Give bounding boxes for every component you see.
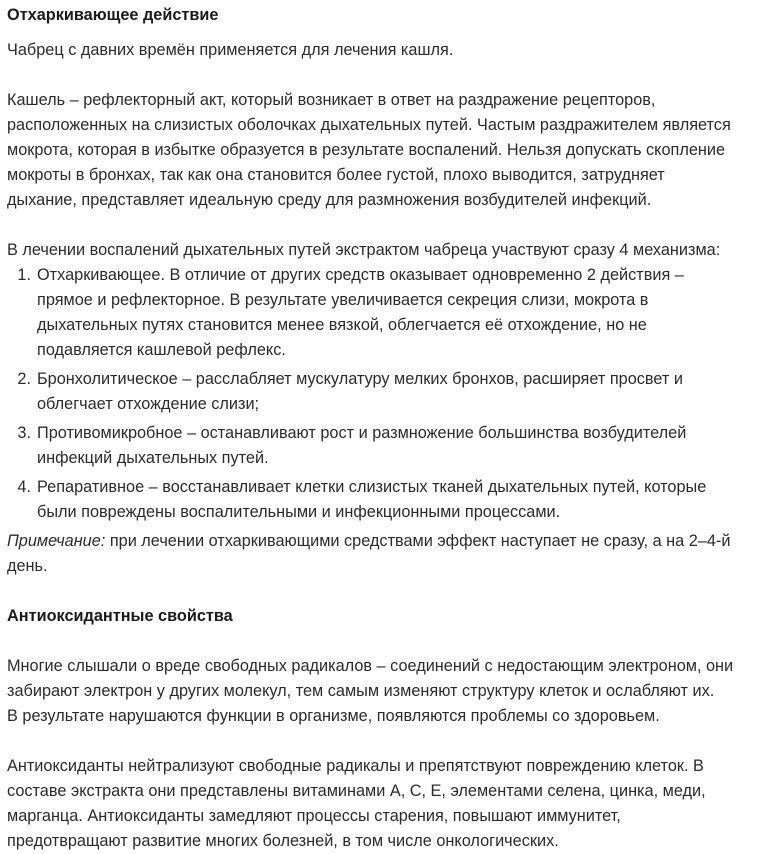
list-item-text [31,263,773,363]
paragraph-line: расположенных на слизистых оболочках дыхательных путей. Частым раздражителем является [7,116,731,134]
note-line [7,529,773,554]
list-line: дыхательных путях становится менее вязкой, облегчается её отхождение, но не [37,316,647,334]
list-line: подавляется кашлевой рефлекс. [37,341,286,359]
list-item [7,367,773,417]
intro-paragraph: Чабрец с давних времён применяется для лечения кашля. [7,41,454,59]
list-line: Бронхолитическое – расслабляет мускулатуру мелких бронхов, расширяет просвет и [37,370,683,388]
note-line-2: день. [7,557,48,575]
list-number: 1. [17,266,31,284]
paragraph-line: Антиоксиданты нейтрализуют свободные радикалы и препятствуют повреждению клеток. В [7,757,704,775]
list-item [7,421,773,471]
list-item [7,263,773,363]
radicals-paragraph [7,654,773,729]
list-intro: В лечении воспалений дыхательных путей экстрактом чабреца участвуют сразу 4 механизма: [7,241,721,259]
list-item [7,475,773,525]
list-line: Репаративное – восстанавливает клетки слизистых тканей дыхательных путей, которые [37,478,707,496]
list-item-text [31,475,773,525]
list-line: прямое и рефлекторное. В результате увеличивается секреция слизи, мокрота в [37,291,649,309]
mechanisms-list [7,263,773,525]
list-line: Противомикробное – останавливают рост и размножение большинства возбудителей [37,424,687,442]
antioxidants-paragraph [7,754,773,854]
paragraph-line: дыхание, представляет идеальную среду для размножения возбудителей инфекций. [7,191,652,209]
note-label: Примечание: [7,532,106,550]
note-text: при лечении отхаркивающими средствами эффект наступает не сразу, а на 2–4-й [105,532,731,550]
paragraph-line: мокрота, которая в избытке образуется в результате воспалений. Нельзя допускать скопление [7,141,726,159]
list-item-text [31,367,773,417]
note-paragraph [7,529,773,579]
list-number: 4. [17,478,31,496]
list-line: Отхаркивающее. В отличие от других средств оказывает одновременно 2 действия – [37,266,684,284]
paragraph-line: забирают электрон у других молекул, тем самым изменяют структуру клеток и ослабляют их. [7,682,715,700]
paragraph-line: Кашель – рефлекторный акт, который возникает в ответ на раздражение рецепторов, [7,91,656,109]
paragraph-line: составе экстракта они представлены витаминами А, С, Е, элементами селена, цинка, меди, [7,782,706,800]
list-line: инфекций дыхательных путей. [37,449,269,467]
list-item-text [31,421,773,471]
section-heading-antioxidant: Антиоксидантные свойства [7,607,233,625]
cough-paragraph [7,88,773,213]
section-heading-expectorant: Отхаркивающее действие [7,6,219,24]
list-line: облегчает отхождение слизи; [37,395,260,413]
list-number: 2. [17,370,31,388]
paragraph-line: марганца. Антиоксиданты замедляют процессы старения, повышают иммунитет, [7,807,621,825]
list-line: были повреждены воспалительными и инфекционными процессами. [37,503,561,521]
paragraph-line: В результате нарушаются функции в организме, появляются проблемы со здоровьем. [7,707,660,725]
paragraph-line: Многие слышали о вреде свободных радикалов – соединений с недостающим электроном, они [7,657,734,675]
list-number: 3. [17,424,31,442]
paragraph-line: предотвращают развитие многих болезней, в том числе онкологических. [7,832,559,850]
paragraph-line: мокроты в бронхах, так как она становится более густой, плохо выводится, затрудняет [7,166,665,184]
